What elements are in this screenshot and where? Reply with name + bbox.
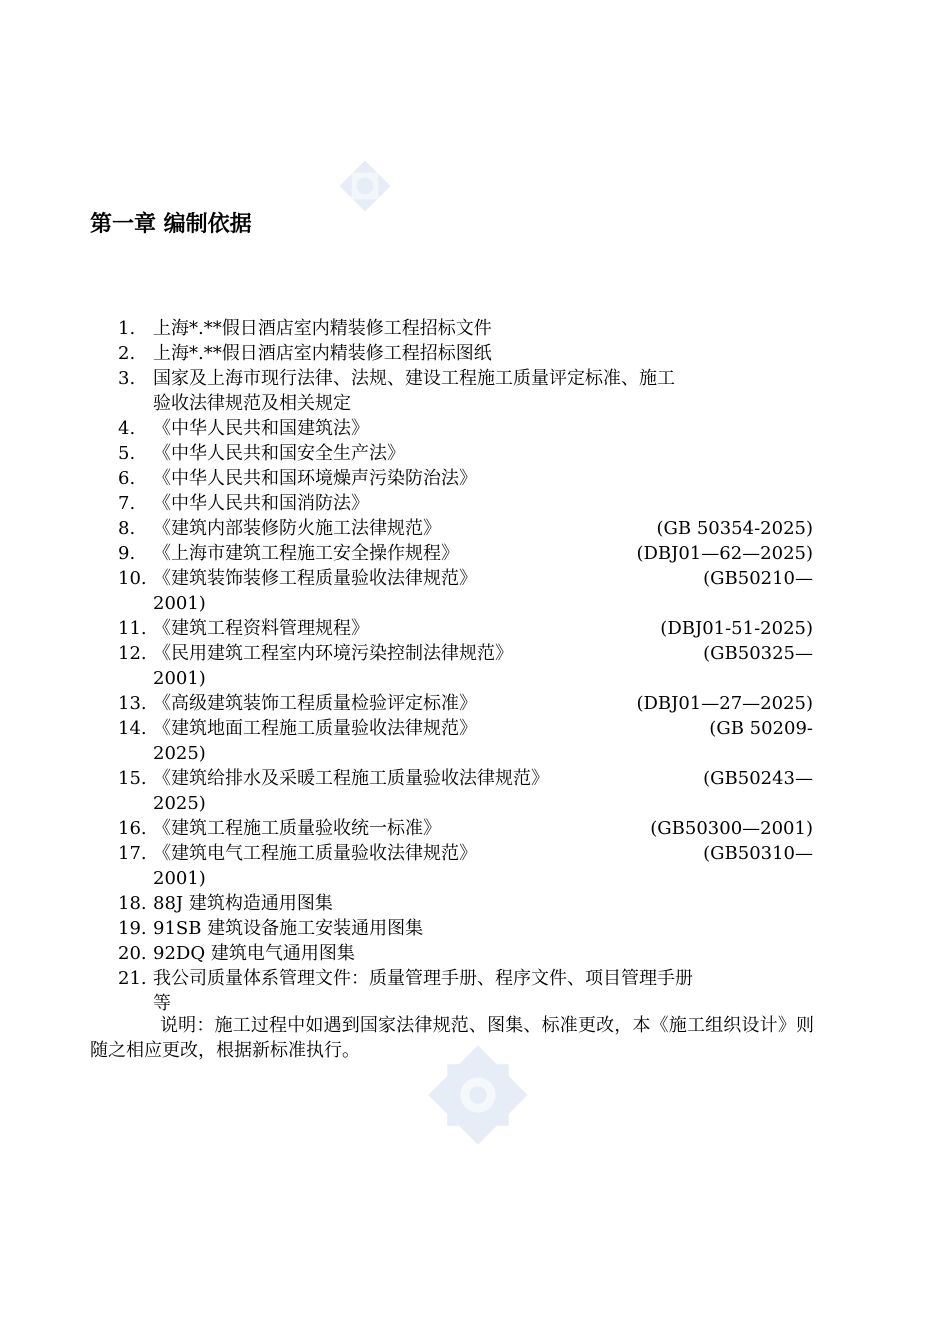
reference-number: 17. <box>118 843 147 864</box>
reference-item <box>0 616 813 641</box>
reference-item <box>0 891 813 916</box>
reference-title: 《建筑给排水及采暖工程施工质量验收法律规范》 <box>153 768 549 789</box>
reference-item <box>0 366 813 416</box>
reference-number: 2. <box>118 343 136 364</box>
reference-code: (GB50243— <box>703 768 813 789</box>
snowflake-emblem-icon <box>335 156 395 216</box>
reference-title: 88J 建筑构造通用图集 <box>153 893 333 914</box>
reference-number: 19. <box>118 918 147 939</box>
reference-code: (GB 50209- <box>709 718 813 739</box>
reference-number: 16. <box>118 818 147 839</box>
reference-title: 《建筑内部装修防火施工法律规范》 <box>153 518 441 539</box>
note-paragraph: 说明：施工过程中如遇到国家法律规范、图集、标准更改，本《施工组织设计》则随之相应更改，根据新标准执行。 <box>90 1015 814 1061</box>
reference-title: 《建筑工程资料管理规程》 <box>153 618 369 639</box>
reference-number: 12. <box>118 643 147 664</box>
reference-number: 8. <box>118 518 136 539</box>
reference-item <box>0 541 813 566</box>
reference-number: 4. <box>118 418 136 439</box>
reference-number: 20. <box>118 943 147 964</box>
reference-continuation: 2001) <box>153 593 206 614</box>
reference-number: 1. <box>118 318 136 339</box>
reference-code: (GB50300—2001) <box>650 818 813 839</box>
snowflake-emblem-icon <box>423 1040 533 1150</box>
reference-title: 《建筑地面工程施工质量验收法律规范》 <box>153 718 477 739</box>
reference-code: (GB50325— <box>703 643 813 664</box>
reference-title: 《中华人民共和国建筑法》 <box>153 418 369 439</box>
reference-item <box>0 916 813 941</box>
reference-list <box>0 316 950 1016</box>
reference-continuation: 2001) <box>153 668 206 689</box>
reference-number: 15. <box>118 768 147 789</box>
reference-item <box>0 691 813 716</box>
reference-code: (DBJ01-51-2025) <box>660 618 813 639</box>
reference-number: 21. <box>118 968 147 989</box>
reference-continuation: 2025) <box>153 743 206 764</box>
reference-item <box>0 641 813 691</box>
reference-title: 《高级建筑装饰工程质量检验评定标准》 <box>153 693 477 714</box>
reference-title: 《建筑装饰装修工程质量验收法律规范》 <box>153 568 477 589</box>
reference-title: 《建筑工程施工质量验收统一标准》 <box>153 818 441 839</box>
reference-number: 14. <box>118 718 147 739</box>
reference-continuation: 等 <box>153 993 171 1014</box>
reference-item <box>0 941 813 966</box>
reference-title: 《建筑电气工程施工质量验收法律规范》 <box>153 843 477 864</box>
reference-number: 11. <box>118 618 147 639</box>
reference-number: 6. <box>118 468 136 489</box>
reference-title: 92DQ 建筑电气通用图集 <box>153 943 355 964</box>
reference-item <box>0 441 813 466</box>
reference-item <box>0 341 813 366</box>
reference-number: 13. <box>118 693 147 714</box>
reference-title: 我公司质量体系管理文件：质量管理手册、程序文件、项目管理手册 <box>153 968 693 989</box>
reference-item <box>0 716 813 766</box>
reference-code: (DBJ01—62—2025) <box>636 543 813 564</box>
reference-code: (DBJ01—27—2025) <box>636 693 813 714</box>
chapter-title: 第一章 编制依据 <box>90 212 252 237</box>
reference-number: 3. <box>118 368 136 389</box>
reference-title: 上海*.**假日酒店室内精装修工程招标文件 <box>153 318 492 339</box>
reference-code: (GB50310— <box>703 843 813 864</box>
reference-title: 《上海市建筑工程施工安全操作规程》 <box>153 543 459 564</box>
reference-item <box>0 416 813 441</box>
reference-code: (GB50210— <box>703 568 813 589</box>
reference-title: 91SB 建筑设备施工安装通用图集 <box>153 918 424 939</box>
reference-continuation: 2001) <box>153 868 206 889</box>
reference-item <box>0 841 813 891</box>
reference-title: 《中华人民共和国环境燥声污染防治法》 <box>153 468 477 489</box>
reference-item <box>0 766 813 816</box>
reference-title: 《民用建筑工程室内环境污染控制法律规范》 <box>153 643 513 664</box>
reference-item <box>0 566 813 616</box>
reference-item <box>0 316 813 341</box>
reference-number: 9. <box>118 543 136 564</box>
reference-title: 《中华人民共和国安全生产法》 <box>153 443 405 464</box>
reference-title: 上海*.**假日酒店室内精装修工程招标图纸 <box>153 343 492 364</box>
reference-item <box>0 816 813 841</box>
reference-continuation: 2025) <box>153 793 206 814</box>
reference-number: 18. <box>118 893 147 914</box>
reference-title: 《中华人民共和国消防法》 <box>153 493 369 514</box>
reference-title: 国家及上海市现行法律、法规、建设工程施工质量评定标准、施工 <box>153 368 675 389</box>
reference-number: 10. <box>118 568 147 589</box>
reference-item <box>0 966 813 1016</box>
reference-number: 7. <box>118 493 136 514</box>
reference-code: (GB 50354-2025) <box>656 518 813 539</box>
reference-number: 5. <box>118 443 136 464</box>
reference-continuation: 验收法律规范及相关规定 <box>153 393 351 414</box>
reference-item <box>0 491 813 516</box>
reference-item <box>0 466 813 491</box>
reference-item <box>0 516 813 541</box>
